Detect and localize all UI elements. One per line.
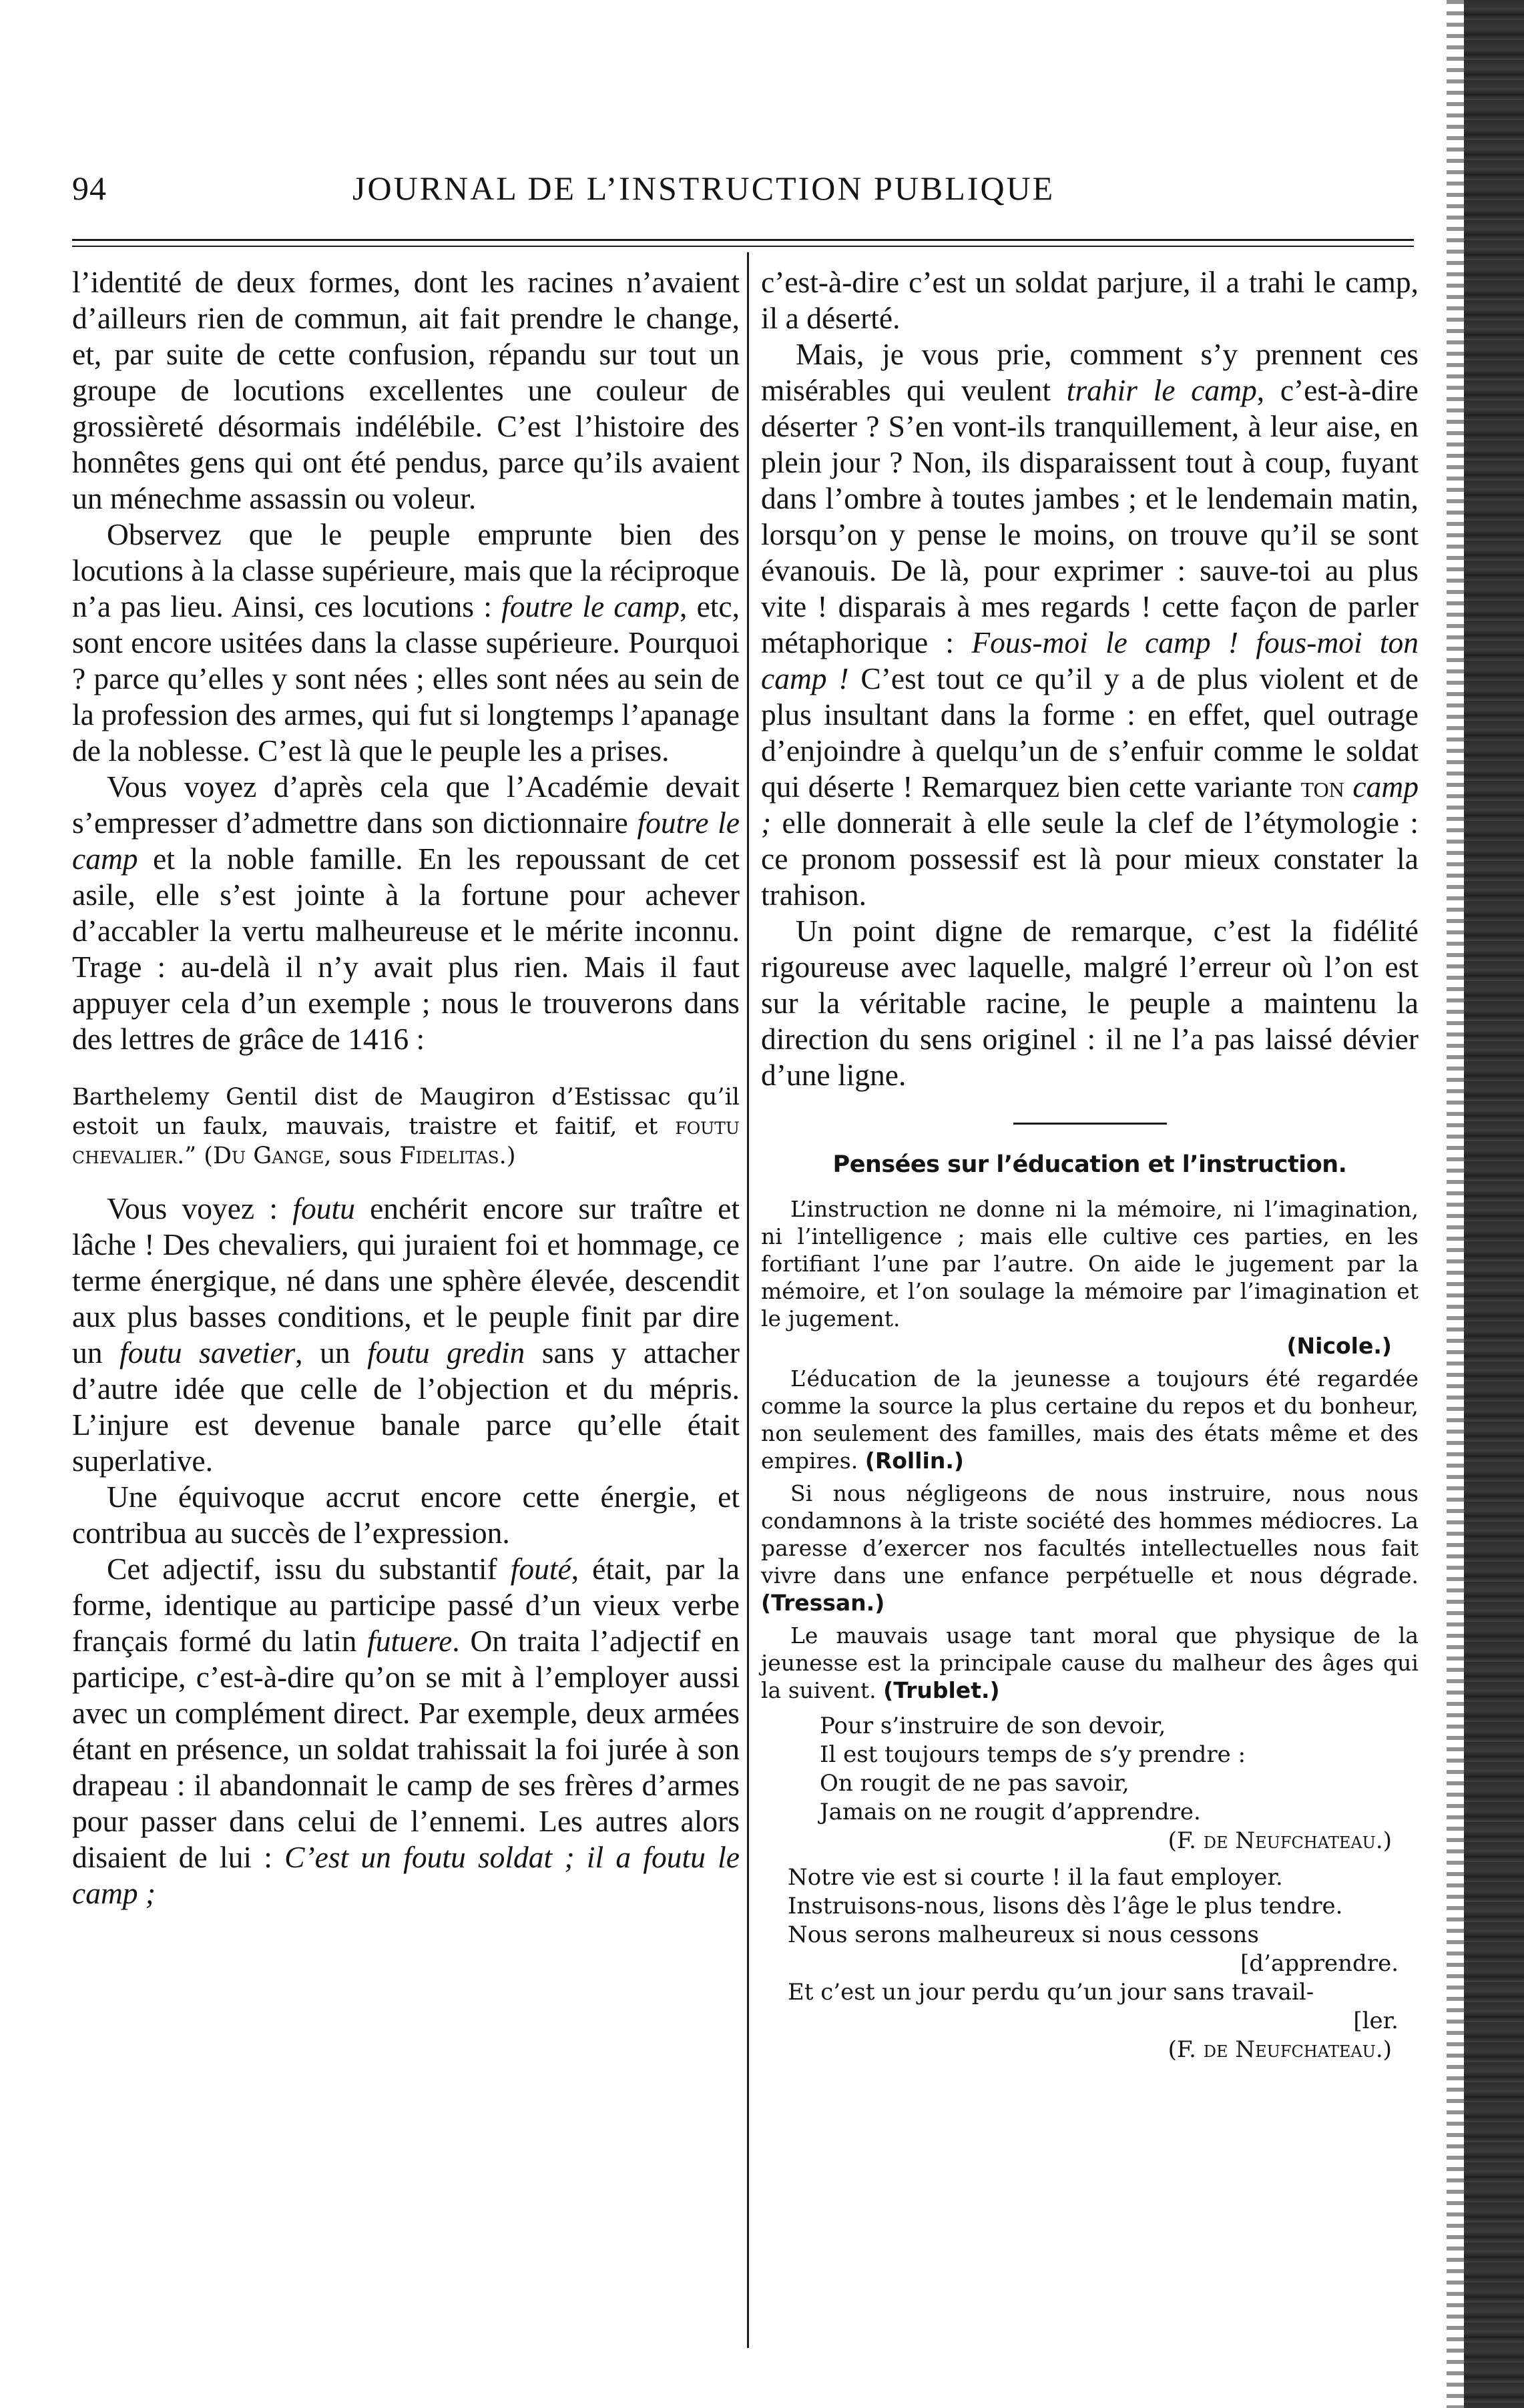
verse-attribution: (F. de Neufchateau.): [1168, 1827, 1392, 1854]
section-separator: [1013, 1123, 1167, 1125]
right-paragraph-3: Un point digne de remarque, c’est la fidélité rigoureuse avec laquelle, malgré l’erreur où l’on est sur la véritable racine, le peuple a maintenu la direction du sens originel : il ne l’a pas laissé dévier d’une ligne.: [761, 914, 1419, 1092]
left-paragraph-5: Une équivoque accrut encore cette énergie, et contribua au succès de l’expression.: [72, 1480, 740, 1550]
verse-line: Pour s’instruire de son devoir,: [820, 1713, 1166, 1739]
historical-quote: Barthelemy Gentil dist de Maugiron d’Estissac qu’il estoit un faulx, mauvais, traistre et faitif, et foutu chevalier.” (Du Gange, sous Fidelitas.): [72, 1084, 740, 1169]
page-header: [72, 167, 1427, 214]
verse-line: Jamais on ne rougit d’apprendre.: [820, 1799, 1201, 1825]
section-heading: Pensées sur l’éducation et l’instruction.: [832, 1151, 1347, 1178]
maxims-block: [761, 1195, 1419, 1704]
maxim-attribution: (Trublet.): [883, 1677, 1000, 1703]
verse-line: Instruisons-nous, lisons dès l’âge le plus tendre.: [788, 1893, 1343, 1919]
verse-line: Notre vie est si courte ! il la faut employer.: [788, 1864, 1283, 1891]
right-paragraph-1: c’est-à-dire c’est un soldat parjure, il a trahi le camp, il a déserté.: [761, 265, 1419, 335]
left-paragraph-3: Vous voyez d’après cela que l’Académie devait s’empresser d’admettre dans son dictionnaire foutre le camp et la noble famille. En les repoussant de cet asile, elle s’est jointe à la fortune pour achever d’accabler la vertu malheureuse et le mérite inconnu. Trage : au-delà il n’y avait plus rien. Mais il faut appuyer cela d’un exemple ; nous le trouverons dans des lettres de grâce de 1416 :: [72, 770, 740, 1056]
left-column: [72, 264, 740, 1911]
verse-line: [ler.: [1353, 2008, 1399, 2034]
right-column: [761, 264, 1419, 2071]
verse-line: On rougit de ne pas savoir,: [820, 1770, 1129, 1797]
verse-line: Et c’est un jour perdu qu’un jour sans travail-: [788, 1979, 1314, 2006]
right-paragraph-2: Mais, je vous prie, comment s’y prennent ces misérables qui veulent trahir le camp, c’est-à-dire déserter ? S’en vont-ils tranquillement, à leur aise, en plein jour ? Non, ils disparaissent tout à coup, fuyant dans l’ombre à toutes jambes ; et le lendemain matin, lorsqu’on y pense le moins, on trouve qu’il se sont évanouis. De là, pour exprimer : sauve-toi au plus vite ! disparais à mes regards ! cette façon de parler métaphorique : Fous-moi le camp ! fous-moi ton camp ! C’est tout ce qu’il y a de plus violent et de plus insultant dans la forme : en effet, quel outrage d’enjoindre à quelqu’un de s’enfuir comme le soldat qui déserte ! Remarquez bien cette variante ton camp ; elle donnerait à elle seule la clef de l’étymologie : ce pronom possessif est là pour mieux constater la trahison.: [761, 337, 1419, 912]
maxim-rollin: L’éducation de la jeunesse a toujours été regardée comme la source la plus certaine du repos et du bonheur, non seulement des familles, mais des états même et des empires. (Rollin.): [761, 1366, 1419, 1474]
verse-attribution: (F. de Neufchateau.): [1168, 2036, 1392, 2063]
verse-2: [761, 1863, 1419, 2064]
verse-line: [d’apprendre.: [1240, 1950, 1399, 1977]
maxim-attribution: (Tressan.): [761, 1590, 885, 1616]
left-paragraph-6: Cet adjectif, issu du substantif fouté, était, par la forme, identique au participe passé d’un vieux verbe français formé du latin futuere. On traita l’adjectif en participe, c’est-à-dire qu’on se mit à l’employer aussi avec un complément direct. Par exemple, deux armées étant en présence, un soldat trahissait la foi jurée à son drapeau : il abandonnait le camp de ses frères d’armes pour passer dans celui de l’ennemi. Les autres alors disaient de lui : C’est un foutu soldat ; il a foutu le camp ;: [72, 1552, 740, 1910]
maxim-tressan: Si nous négligeons de nous instruire, nous nous condamnons à la triste société des hommes médiocres. La paresse d’exercer nos facultés intellectuelles nous fait vivre dans une enfance perpétuelle et nous dégrade. (Tressan.): [761, 1480, 1419, 1616]
column-divider: [747, 252, 749, 2348]
page-number: 94: [72, 170, 107, 207]
scan-binding-edge: [1464, 0, 1524, 2408]
left-paragraph-2: Observez que le peuple emprunte bien des locutions à la classe supérieure, mais que la réciproque n’a pas lieu. Ainsi, ces locutions : foutre le camp, etc, sont encore usitées dans la classe supérieure. Pourquoi ? parce qu’elles y sont nées ; elles sont nées au sein de la profession des armes, qui fut si longtemps l’apanage de la noblesse. C’est là que le peuple les a prises.: [72, 517, 740, 768]
maxim-trublet: Le mauvais usage tant moral que physique de la jeunesse est la principale cause du malheur des âges qui la suivent. (Trublet.): [761, 1622, 1419, 1703]
left-paragraph-4: Vous voyez : foutu enchérit encore sur traître et lâche ! Des chevaliers, qui juraient foi et hommage, ce terme énergique, né dans une sphère élevée, descendit aux plus basses conditions, et le peuple finit par dire un foutu savetier, un foutu gredin sans y attacher d’autre idée que celle de l’objection et du mépris. L’injure est devenue banale parce qu’elle était superlative.: [72, 1191, 740, 1478]
verse-line: Nous serons malheureux si nous cessons: [788, 1921, 1259, 1948]
header-rule-secondary: [72, 246, 1414, 247]
verse-line: Il est toujours temps de s’y prendre :: [820, 1741, 1246, 1768]
running-title: JOURNAL DE L’INSTRUCTION PUBLIQUE: [352, 170, 1055, 207]
maxim-nicole: L’instruction ne donne ni la mémoire, ni l’imagination, ni l’intelligence ; mais elle cultive ces parties, en les fortifiant l’une par l’autre. On aide le jugement par la mémoire, et l’on soulage la mémoire par l’imagination et le jugement. (Nicole.): [761, 1196, 1419, 1359]
maxim-attribution: (Rollin.): [864, 1448, 964, 1474]
header-rule: [72, 239, 1414, 241]
left-paragraph-1: l’identité de deux formes, dont les racines n’avaient d’ailleurs rien de commun, ait fait prendre le change, et, par suite de cette confusion, répandu sur tout un groupe de locutions excellentes une couleur de grossièreté désormais indélébile. C’est l’histoire des honnêtes gens qui ont été pendus, parce qu’ils avaient un ménechme assassin ou voleur.: [72, 265, 740, 515]
verse-1: [761, 1712, 1419, 1855]
maxim-attribution: (Nicole.): [1286, 1333, 1392, 1359]
